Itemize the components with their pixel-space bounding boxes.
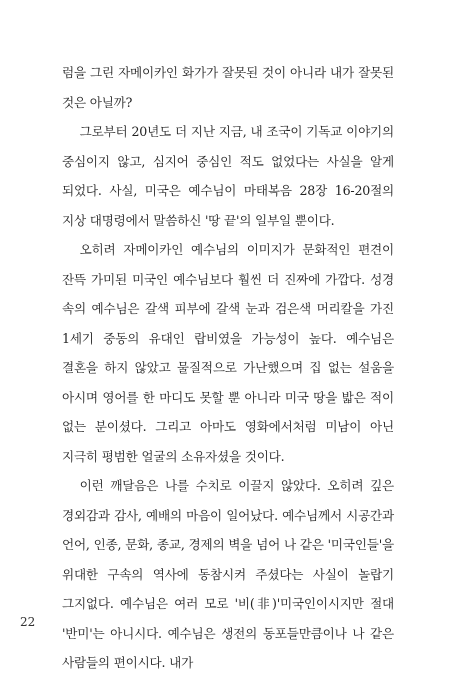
paragraph-1: 럼을 그린 자메이카인 화가가 잘못된 것이 아니라 내가 잘못된 것은 아닐까?	[62, 65, 394, 110]
paragraph-4: 이런 깨달음은 나를 수치로 이끌지 않았다. 오히려 깊은 경외감과 감사, 예배의 마음이 일어났다. 예수님께서 시공간과 언어, 인종, 문화, 종교, 경제의 벽을 넘어 나 같은 '미국인들'을 위대한 구속의 역사에 동참시켜 주셨다는 사실이 놀랍기 그지없다. 예수님은 여러 모로 '비(非)'미국인이시지만 절대 '반미'는 아니시다. 예수님은 생전의 동포들만큼이나 나 같은 사람들의 편이시다. 내가	[62, 478, 394, 670]
page-number: 22	[20, 615, 36, 629]
paragraph-3: 오히려 자메이카인 예수님의 이미지가 문화적인 편견이 잔뜩 가미된 미국인 예수님보다 훨씬 더 진짜에 가깝다. 성경 속의 예수님은 갈색 피부에 갈색 눈과 검은색 머리칼을 가진 1세기 중동의 유대인 랍비였을 가능성이 높다. 예수님은 결혼을 하지 않았고 물질적으로 가난했으며 집 없는 설움을 아시며 영어를 한 마디도 못할 뿐 아니라 미국 땅을 밟은 적이 없는 분이셨다. 그리고 아마도 영화에서처럼 미남이 아닌 지극히 평범한 얼굴의 소유자셨을 것이다.	[62, 242, 394, 464]
page-body	[62, 58, 394, 678]
paragraph-2: 그로부터 20년도 더 지난 지금, 내 조국이 기독교 이야기의 중심이지 않고, 심지어 중심인 적도 없었다는 사실을 알게 되었다. 사실, 미국은 예수님이 마태복음 28장 16-20절의 지상 대명령에서 말씀하신 '땅 끝'의 일부일 뿐이다.	[62, 124, 394, 228]
